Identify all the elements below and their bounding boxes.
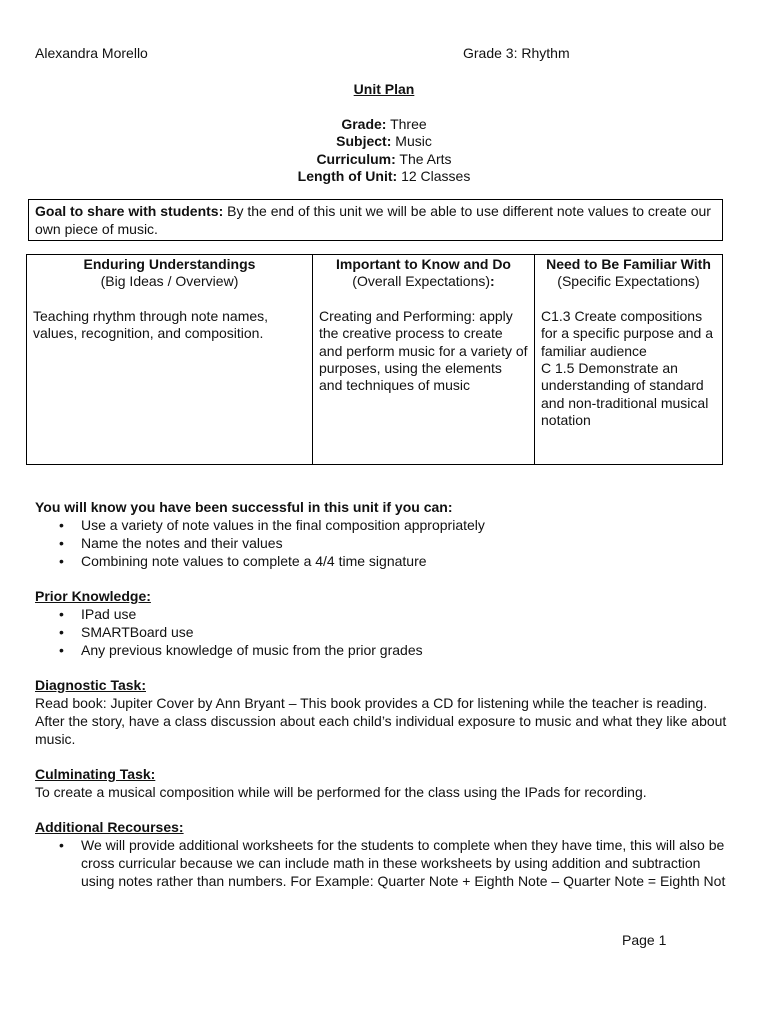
list-item: • SMARTBoard use: [59, 624, 194, 640]
additional-resources-list: [35, 836, 735, 890]
title-block: [0, 81, 768, 186]
page-title: Unit Plan: [353, 81, 415, 97]
additional-resources-heading: Additional Recourses:: [35, 819, 184, 835]
meta-curriculum: Curriculum: The Arts: [316, 150, 452, 167]
prior-knowledge-list: [35, 605, 735, 659]
success-heading: You will know you have been successful in this unit if you can:: [35, 499, 453, 515]
culminating-task-text: To create a musical composition while will be performed for the class using the IPads for recording.: [35, 784, 647, 800]
goal-label: Goal to share with students:: [35, 203, 224, 219]
unit-content: [35, 498, 735, 890]
list-item: • Use a variety of note values in the final composition appropriately: [59, 517, 485, 533]
list-item: • Combining note values to complete a 4/4 time signature: [59, 553, 427, 569]
goal-box: [28, 199, 723, 241]
author-name: Alexandra Morello: [35, 45, 148, 61]
overall-expectations-cell: Important to Know and Do (Overall Expectations): Creating and Performing: apply the creative process to create and perform music for a variety of purposes, using the elements and techniques of music: [313, 255, 535, 465]
page-header: [35, 45, 578, 63]
goal-text: By the end of this unit we will be able to use different note values to create our own piece of music.: [35, 203, 711, 237]
diagnostic-task-text: Read book: Jupiter Cover by Ann Bryant – This book provides a CD for listening while the teacher is reading. After the story, have a class discussion about each child’s individual exposure to music and what they like about music.: [35, 695, 727, 747]
culminating-task-heading: Culminating Task:: [35, 766, 156, 782]
success-list: [35, 516, 735, 570]
specific-expectations-cell: Need to Be Familiar With (Specific Expectations) C1.3 Create compositions for a specific purpose and a familiar audience C 1.5 Demonstrate an understanding of standard and non-traditional musical notation: [535, 255, 723, 465]
list-item: • We will provide additional worksheets for the students to complete when they have time, this will also be cross curricular because we can include math in these worksheets by using addition and subtraction using notes rather than numbers. For Example: Quarter Note + Eighth Note – Quarter Note = Eighth Not: [59, 837, 726, 889]
meta-grade: Grade: Three: [341, 115, 427, 132]
list-item: • IPad use: [59, 606, 137, 622]
expectations-table: [26, 254, 723, 465]
unit-meta: [0, 116, 768, 186]
list-item: • Any previous knowledge of music from the prior grades: [59, 642, 423, 658]
course-title: Grade 3: Rhythm: [463, 45, 570, 61]
page-number: Page 1: [622, 932, 667, 948]
prior-knowledge-heading: Prior Knowledge:: [35, 588, 151, 604]
enduring-understandings-cell: Enduring Understandings (Big Ideas / Overview) Teaching rhythm through note names, values, recognition, and composition.: [27, 255, 313, 465]
list-item: • Name the notes and their values: [59, 535, 283, 551]
meta-length: Length of Unit: 12 Classes: [297, 168, 471, 184]
diagnostic-task-heading: Diagnostic Task:: [35, 677, 146, 693]
meta-subject: Subject: Music: [336, 133, 432, 149]
